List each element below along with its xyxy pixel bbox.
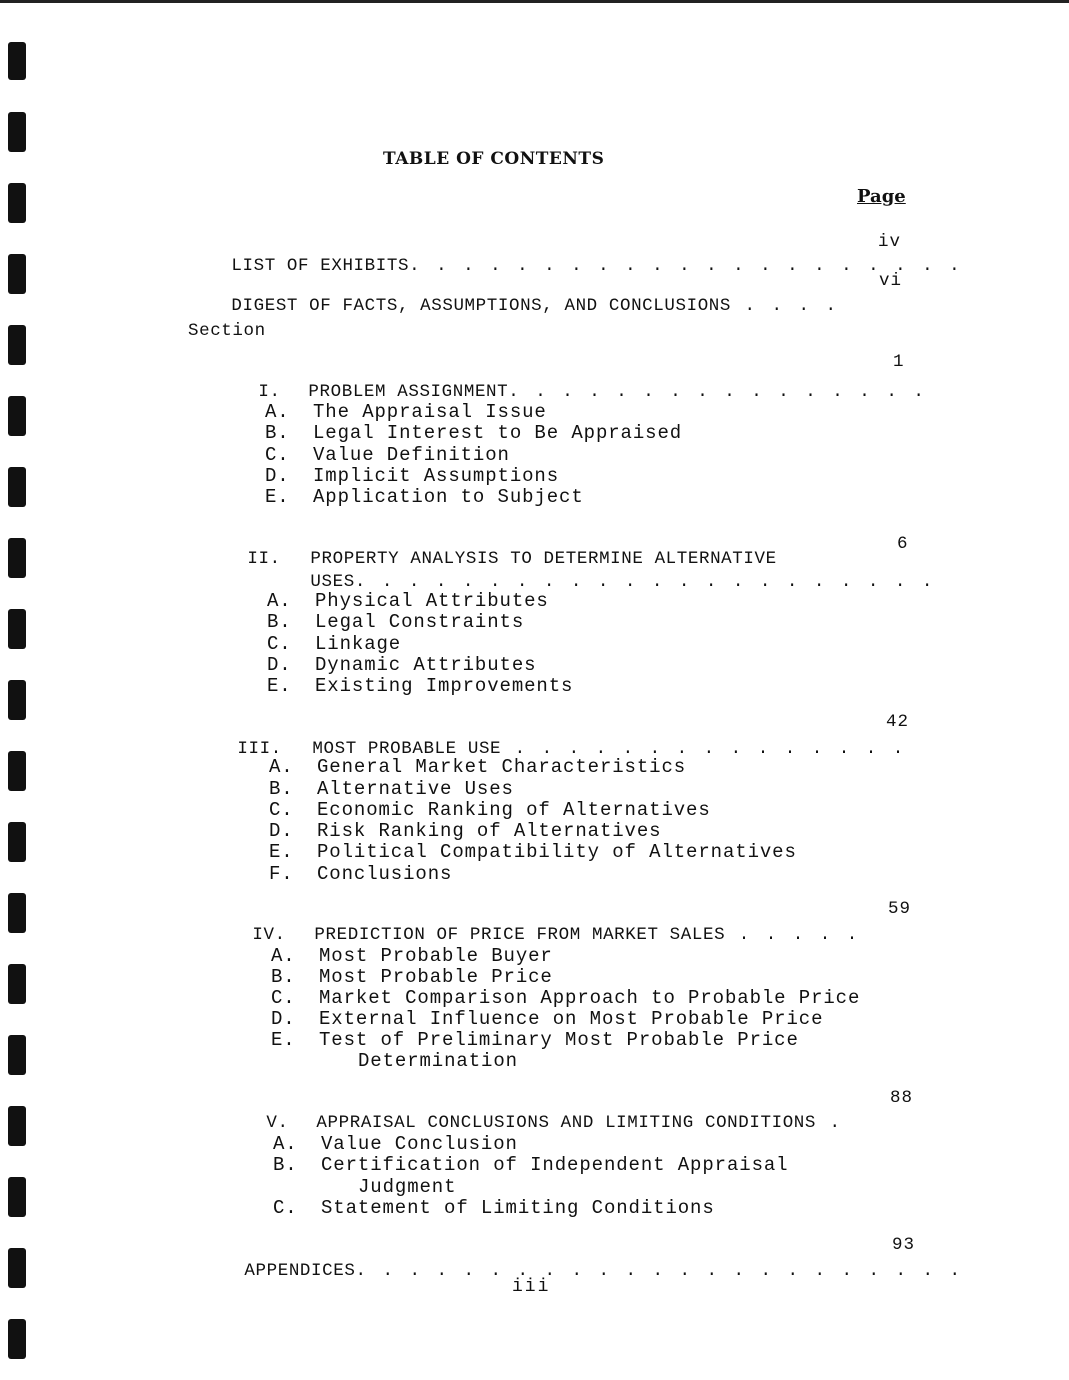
toc-subitem[interactable]: A. Most Probable Buyer [271, 945, 553, 967]
toc-subitem[interactable]: B. Most Probable Price [271, 966, 553, 988]
toc-subitem[interactable]: E. Existing Improvements [267, 675, 574, 697]
toc-subitem-continued: Determination [358, 1050, 518, 1072]
binding-mark [8, 538, 26, 578]
page-column-header: Page [857, 186, 906, 207]
toc-subitem[interactable]: A. Value Conclusion [273, 1133, 518, 1155]
toc-page-number: 1 [893, 352, 905, 372]
binding-mark [8, 1106, 26, 1146]
section-numeral: I. [258, 382, 281, 402]
toc-page-number: vi [879, 271, 903, 291]
leader-dots: . . . . . . . . . . . . . . . [501, 739, 907, 759]
page-folio: iii [512, 1277, 551, 1297]
toc-subitem[interactable]: A. General Market Characteristics [269, 756, 687, 778]
leader-dots: . . . . . [725, 925, 861, 945]
section-numeral: IV. [252, 925, 286, 945]
toc-page-number: iv [878, 232, 902, 252]
toc-subitem[interactable]: D. External Influence on Most Probable Price [271, 1008, 824, 1030]
toc-subitem[interactable]: B. Certification of Independent Appraisal [273, 1154, 789, 1176]
toc-subitem[interactable]: B. Alternative Uses [269, 778, 514, 800]
leader-dots: . . . . . . . . . . . . . . . . [508, 382, 927, 402]
toc-subitem[interactable]: B. Legal Interest to Be Appraised [265, 422, 683, 444]
binding-mark [8, 467, 26, 507]
binding-mark [8, 751, 26, 791]
leader-dots: . [816, 1113, 844, 1133]
binding-mark [8, 1177, 26, 1217]
toc-page-number: 42 [886, 712, 910, 732]
toc-subitem[interactable]: C. Economic Ranking of Alternatives [269, 799, 711, 821]
toc-subitem[interactable]: A. The Appraisal Issue [265, 401, 547, 423]
binding-mark [8, 893, 26, 933]
binding-mark [8, 1248, 26, 1288]
toc-subitem[interactable]: D. Risk Ranking of Alternatives [269, 820, 662, 842]
toc-subitem[interactable]: F. Conclusions [269, 863, 453, 885]
toc-entry-label: DIGEST OF FACTS, ASSUMPTIONS, AND CONCLUSIONS [231, 296, 731, 316]
toc-page-number: 93 [892, 1235, 916, 1255]
binding-mark [8, 396, 26, 436]
toc-subitem[interactable]: A. Physical Attributes [267, 590, 549, 612]
section-title: MOST PROBABLE USE [312, 739, 502, 759]
toc-entry-appendices[interactable] [200, 1241, 963, 1301]
toc-page-number: 6 [897, 534, 909, 554]
leader-dots: . . . . . . . . . . . . . . . . . . . . . . [354, 572, 936, 592]
toc-subitem[interactable]: D. Dynamic Attributes [267, 654, 537, 676]
section-title: APPRAISAL CONCLUSIONS AND LIMITING CONDITIONS [316, 1113, 816, 1133]
top-edge-line [0, 0, 1069, 3]
binding-mark [8, 1035, 26, 1075]
page-title: TABLE OF CONTENTS [383, 149, 605, 169]
toc-subitem[interactable]: C. Market Comparison Approach to Probable Price [271, 987, 861, 1009]
toc-entry-digest[interactable] [187, 276, 839, 336]
section-heading-label: Section [188, 321, 266, 341]
binding-mark [8, 1319, 26, 1359]
toc-subitem-continued: Judgment [358, 1176, 457, 1198]
toc-subitem[interactable]: E. Test of Preliminary Most Probable Price [271, 1029, 799, 1051]
section-numeral: III. [237, 739, 282, 759]
section-title: PROPERTY ANALYSIS TO DETERMINE ALTERNATIVE [310, 549, 777, 569]
binding-mark [8, 183, 26, 223]
binding-mark [8, 680, 26, 720]
section-numeral: V. [266, 1113, 289, 1133]
section-title: PROBLEM ASSIGNMENT [308, 382, 509, 402]
leader-dots: . . . . . . . . . . . . . . . . . . . . . . . [355, 1261, 964, 1281]
toc-subitem[interactable]: B. Legal Constraints [267, 611, 525, 633]
binding-mark [8, 42, 26, 80]
toc-subitem[interactable]: C. Value Definition [265, 444, 510, 466]
toc-entry-label: APPENDICES [244, 1261, 356, 1281]
toc-page-number: 88 [890, 1088, 914, 1108]
leader-dots: . . . . [731, 296, 840, 316]
toc-subitem[interactable]: E. Application to Subject [265, 486, 584, 508]
binding-mark [8, 254, 26, 294]
binding-mark [8, 325, 26, 365]
binding-mark [8, 964, 26, 1004]
toc-subitem[interactable]: C. Linkage [267, 633, 402, 655]
section-title: PREDICTION OF PRICE FROM MARKET SALES [314, 925, 726, 945]
binding-mark [8, 609, 26, 649]
toc-subitem[interactable]: D. Implicit Assumptions [265, 465, 560, 487]
toc-entry-label: LIST OF EXHIBITS [231, 256, 410, 276]
toc-subitem[interactable]: C. Statement of Limiting Conditions [273, 1197, 715, 1219]
section-title-continued: USES [310, 572, 355, 592]
binding-mark [8, 822, 26, 862]
section-numeral: II. [247, 549, 281, 569]
toc-subitem[interactable]: E. Political Compatibility of Alternatives [269, 841, 797, 863]
toc-page-number: 59 [888, 899, 912, 919]
leader-dots: . . . . . . . . . . . . . . . . . . . . . [409, 256, 963, 276]
binding-mark [8, 112, 26, 152]
